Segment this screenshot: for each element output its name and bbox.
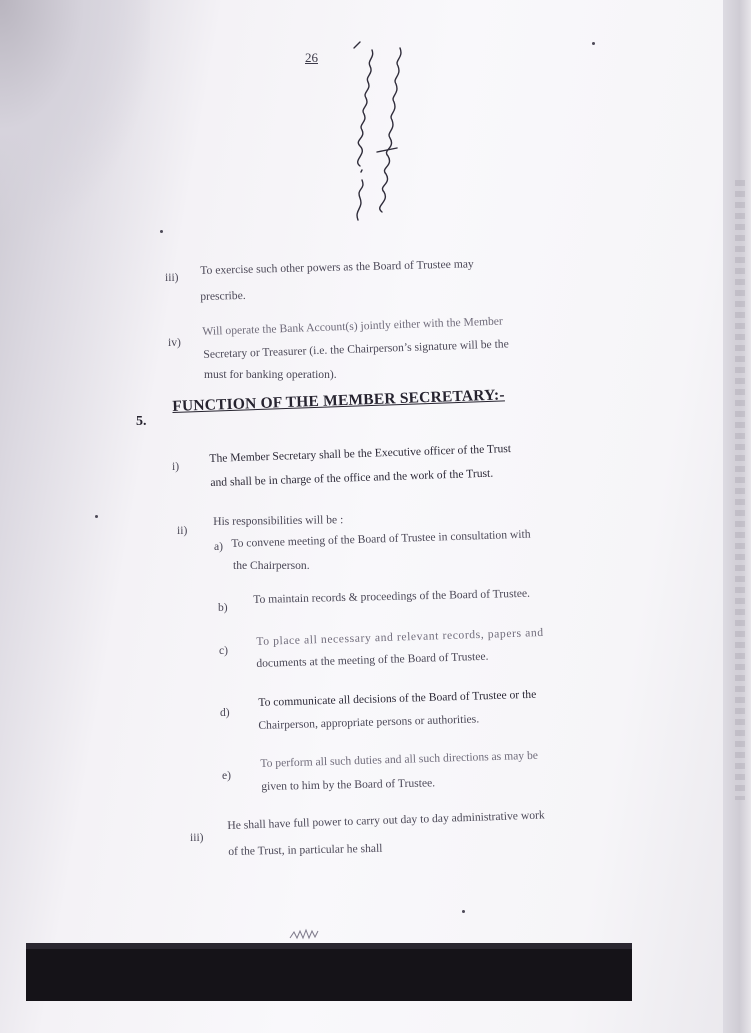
speck	[592, 42, 595, 45]
subitem-c-line-1: To place all necessary and relevant records, papers and	[256, 625, 544, 648]
item-marker-iv: iv)	[168, 336, 181, 349]
bleed-through-strip	[735, 180, 745, 800]
item-marker-ii: ii)	[177, 524, 188, 537]
subitem-marker-e: e)	[222, 769, 232, 782]
item-marker-i: i)	[172, 460, 180, 473]
subitem-d-line-1: To communicate all decisions of the Board of Trustee or the	[258, 687, 537, 709]
item-i-line-1: The Member Secretary shall be the Executive officer of the Trust	[209, 441, 512, 465]
item-iii-secretary-line-1: He shall have full power to carry out day to day administrative work	[227, 808, 545, 832]
speck	[160, 230, 163, 233]
section-number: 5.	[136, 414, 147, 429]
signature-scribble-icon	[330, 40, 420, 230]
item-marker-iii: iii)	[165, 271, 179, 284]
subitem-marker-d: d)	[220, 706, 230, 719]
item-ii-intro: His responsibilities will be :	[213, 513, 344, 528]
item-iv-line-3: must for banking operation).	[204, 368, 337, 381]
subitem-e-line-2: given to him by the Board of Trustee.	[261, 776, 436, 793]
scanner-shadow-bar	[26, 943, 632, 1001]
handwritten-signature	[330, 40, 420, 230]
item-iii-line-2: prescribe.	[200, 288, 246, 303]
page-number: 26	[305, 50, 318, 65]
subitem-marker-b: b)	[218, 601, 228, 614]
subitem-e-line-1: To perform all such duties and all such directions as may be	[260, 748, 539, 770]
subitem-c-line-2: documents at the meeting of the Board of Trustee.	[256, 649, 489, 670]
subitem-marker-c: c)	[219, 644, 229, 657]
section-heading: FUNCTION OF THE MEMBER SECRETARY:-	[172, 386, 506, 415]
ink-smudge-icon	[288, 924, 326, 942]
subitem-marker-a: a)	[214, 540, 224, 553]
subitem-d-line-2: Chairperson, appropriate persons or authorities.	[258, 712, 480, 732]
item-iv-line-1: Will operate the Bank Account(s) jointly either with the Member	[202, 314, 504, 338]
subitem-a-line-2: the Chairperson.	[233, 559, 310, 572]
subitem-a-line-1: To convene meeting of the Board of Trustee in consultation with	[231, 527, 531, 550]
speck	[95, 515, 98, 518]
subitem-b-line-1: To maintain records & proceedings of the Board of Trustee.	[253, 586, 531, 606]
item-iii-line-1: To exercise such other powers as the Board of Trustee may	[200, 257, 474, 277]
item-iv-line-2: Secretary or Treasurer (i.e. the Chairperson’s signature will be the	[203, 337, 509, 361]
item-iii-secretary-line-2: of the Trust, in particular he shall	[228, 841, 383, 858]
item-marker-iii-secretary: iii)	[190, 831, 204, 844]
speck	[462, 910, 465, 913]
item-i-line-2: and shall be in charge of the office and the work of the Trust.	[210, 466, 494, 489]
page-fold-shadow	[0, 0, 150, 230]
